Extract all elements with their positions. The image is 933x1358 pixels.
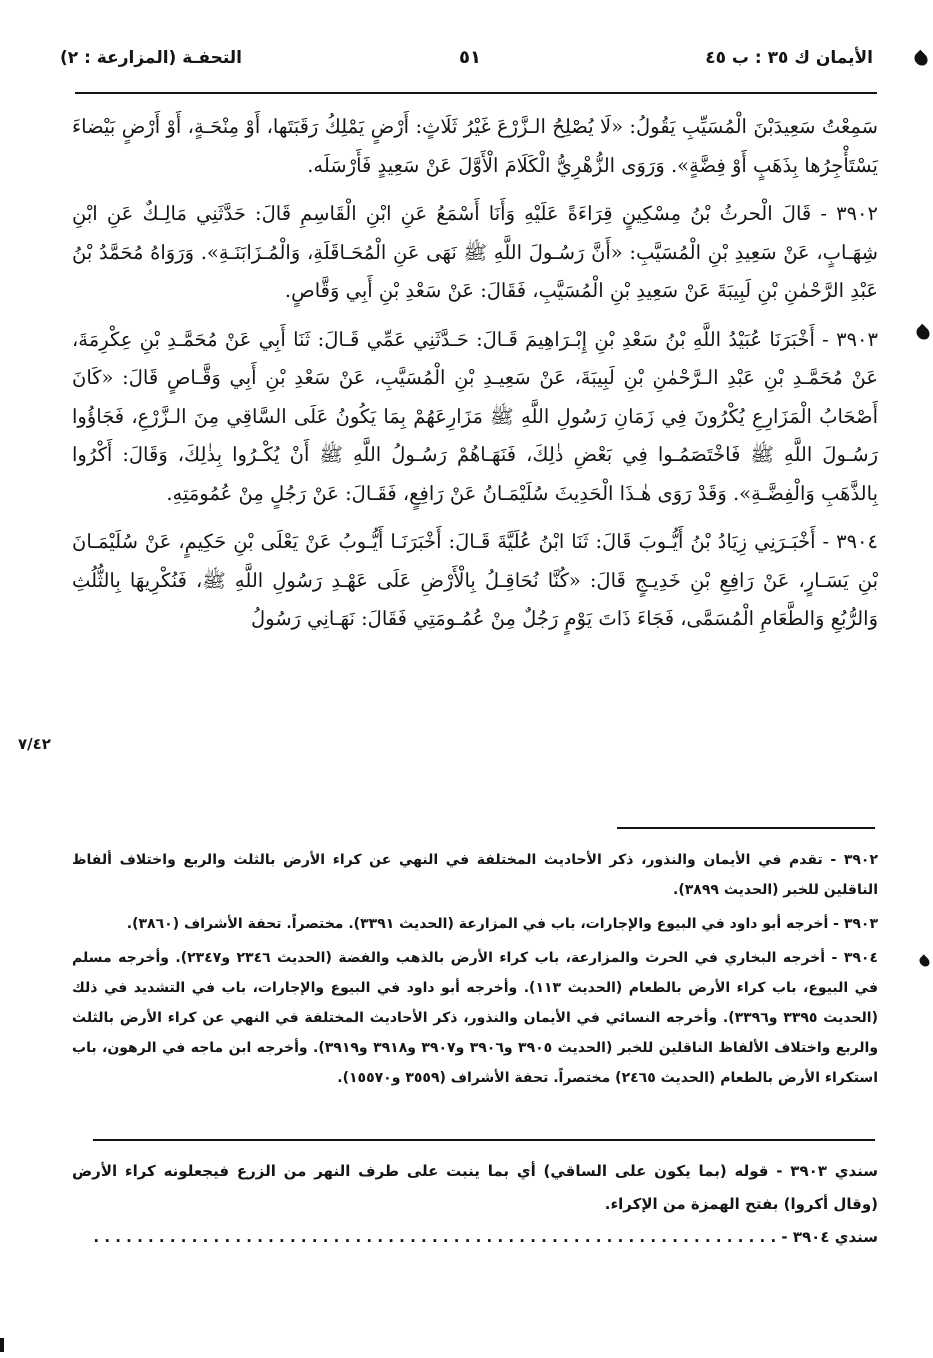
footnote-3903: ٣٩٠٣ - أخرجه أبو داود في البيوع والإجارات، باب في المزارعة (الحديث ٣٣٩١). مختصراً. تحفة الأشراف (٣٨٦٠).: [126, 916, 878, 932]
paragraph-marker-icon: [914, 324, 932, 342]
footnote-divider: [617, 827, 875, 829]
sindi-dotted-leader: . . . . . . . . . . . . . . . . . . . . . . . . . . . . . . . . . . . . . . . . . . . . . . . . . . . . . . . . . . . . . . .: [93, 1228, 777, 1246]
header-chapter-reference: الأيمان ك ٣٥ : ب ٤٥: [705, 48, 873, 68]
footnote-marker-icon: [917, 954, 931, 968]
page-marker-icon: [912, 50, 930, 68]
hadith-3904: ٣٩٠٤ - أَخْبَـرَنِي زِيَادُ بْنُ أَيُّـوبَ قَالَ: ثَنَا ابْنُ عُلَيَّةَ قَـالَ: أَخْبَرَنَـا أَيُّـوبُ عَنْ يَعْلَى بْنِ حَكِيمٍ، عَنْ سُلَيْمَـانَ بْنِ يَسَـارٍ، عَنْ رَافِعِ بْنِ خَدِيـجٍ قَالَ: «كُنَّا نُحَاقِـلُ بِالْأَرْضِ عَلَى عَهْـدِ رَسُولِ اللَّهِ ﷺ، فَنُكْرِيهَا بِالثُّلُثِ وَالرُّبُعِ وَالطَّعَامِ الْمُسَمَّى، فَجَاءَ ذَاتَ يَوْمٍ رَجُلٌ مِنْ عُمُـومَتِي فَقَالَ: نَهَـانِي رَسُولُ: [72, 530, 878, 630]
sindi-3904: سندي ٣٩٠٤ -: [781, 1228, 878, 1246]
sindi-3903: سندي ٣٩٠٣ - قوله (بما يكون على الساقي) أي بما ينبت على طرف النهر من الزرع فيجعلونه كراء الأرض (وقال أكروا) بفتح الهمزة من الإكراء.: [72, 1162, 879, 1213]
scan-edge-mark: [0, 1338, 4, 1352]
header-tuhfa-reference: التحفـة (المزارعة : ٢): [60, 48, 242, 68]
page-number: ٥١: [459, 47, 481, 68]
sindi-divider: [93, 1139, 875, 1141]
hadith-3903: ٣٩٠٣ - أَخْبَرَنَا عُبَيْدُ اللَّهِ بْنُ سَعْدِ بْنِ إِبْـرَاهِيمَ قَـالَ: حَـدَّثَنِي عَمِّي قَـالَ: ثَنَا أَبِي عَنْ مُحَمَّـدِ بْنِ عِكْرِمَةَ، عَنْ مُحَمَّـدِ بْنِ عَبْدِ الـرَّحْمٰنِ بْنِ لَبِيبَةَ، عَنْ سَعِيـدِ بْنِ الْمُسَيَّبِ، عَنْ سَعْدِ بْنِ أَبِي وَقَّـاصٍ قَالَ: «كَانَ أَصْحَابُ الْمَزَارِعِ يُكْرُونَ فِي زَمَانِ رَسُولِ اللَّهِ ﷺ مَزَارِعَهُمْ بِمَا يَكُونُ عَلَى السَّاقِي مِنَ الـزَّرْعِ، فَجَاؤُوا رَسُـولَ اللَّهِ ﷺ فَاخْتَصَمُـوا فِي بَعْضِ ذٰلِكَ، فَنَهَـاهُمْ رَسُـولُ اللَّهِ ﷺ أَنْ يُكْـرُوا بِذٰلِكَ، وَقَالَ: أَكْرُوا بِالذَّهَبِ وَالْفِضَّـةِ». وَقَدْ رَوَى هٰـذَا الْحَدِيثَ سُلَيْمَـانُ عَنْ رَافِعٍ، فَقَـالَ: عَنْ رَجُلٍ مِنْ عُمُومَتِهِ.: [72, 327, 878, 505]
footnote-3904: ٣٩٠٤ - أخرجه البخاري في الحرث والمزارعة، باب كراء الأرض بالذهب والفضة (الحديث ٢٣٤٦ و٢٣٤٧). وأخرجه مسلم في البيوع، باب كراء الأرض بالطعام (الحديث ١١٣). وأخرجه أبو داود في البيوع والإجارات، باب في التشديد في ذلك (الحديث ٣٣٩٥ و٣٣٩٦). وأخرجه النسائي في الأيمان والنذور، ذكر الأحاديث المختلفة في النهي عن كراء الأرض بالثلث والربع واختلاف الألفاظ الناقلين للخبر (الحديث ٣٩٠٥ و٣٩٠٦ و٣٩٠٧ و٣٩١٨ و٣٩١٩). وأخرجه ابن ماجه في الرهون، باب استكراء الأرض بالطعام (الحديث ٢٤٦٥) مختصراً. تحفة الأشراف (٣٥٥٩ و١٥٥٧٠).: [72, 950, 879, 1086]
hadith-3902: ٣٩٠٢ - قَالَ الْحرثُ بْنُ مِسْكِينٍ قِرَاءَةً عَلَيْهِ وَأَنَا أَسْمَعُ عَنِ ابْنِ الْقَاسِمِ قَالَ: حَدَّثَنِي مَالِـكٌ عَنِ ابْنِ شِهَـابٍ، عَنْ سَعِيدِ بْنِ الْمُسَيَّبِ: «أَنَّ رَسُـولَ اللَّهِ ﷺ نَهَى عَنِ الْمُحَـاقَلَةِ، وَالْمُـزَابَنَـةِ». وَرَوَاهُ مُحَمَّدُ بْنُ عَبْدِ الرَّحْمٰنِ بْنِ لَبِيبَةَ عَنْ سَعِيدِ بْنِ الْمُسَيَّبِ، فَقَالَ: عَنْ سَعْدِ بْنِ أَبِي وَقَّاصٍ.: [72, 202, 878, 302]
main-text: [72, 108, 878, 649]
footnote-3902: ٣٩٠٢ - تقدم في الأيمان والنذور، ذكر الأحاديث المختلفة في النهي عن كراء الأرض بالثلث والربع واختلاف ألفاظ الناقلين للخبر (الحديث ٣٨٩٩).: [72, 852, 878, 898]
sindi-3904-line: [72, 1221, 878, 1254]
footnotes: [72, 845, 878, 1097]
sindi-commentary: [72, 1155, 878, 1254]
margin-reference: ٧/٤٢: [18, 735, 51, 753]
hadith-continuation: سَمِعْتُ سَعِيدَبْنَ الْمُسَيِّبِ يَقُولُ: «لَا يُصْلِحُ الـزَّرْعَ غَيْرُ ثَلَاثٍ: أَرْضٍ يَمْلِكُ رَقَبَتَها، أَوْ مِنْحَـةٍ، أَوْ أَرْضٍ بَيْضاءَ يَسْتَأْجِرُها بِذَهَبٍ أَوْ فِضَّةٍ». وَرَوَى الزُّهْرِيُّ الْكَلَامَ الْأَوَّلَ عَنْ سَعِيدٍ فَأَرْسَلَه.: [72, 115, 878, 177]
header-divider: [75, 92, 877, 94]
